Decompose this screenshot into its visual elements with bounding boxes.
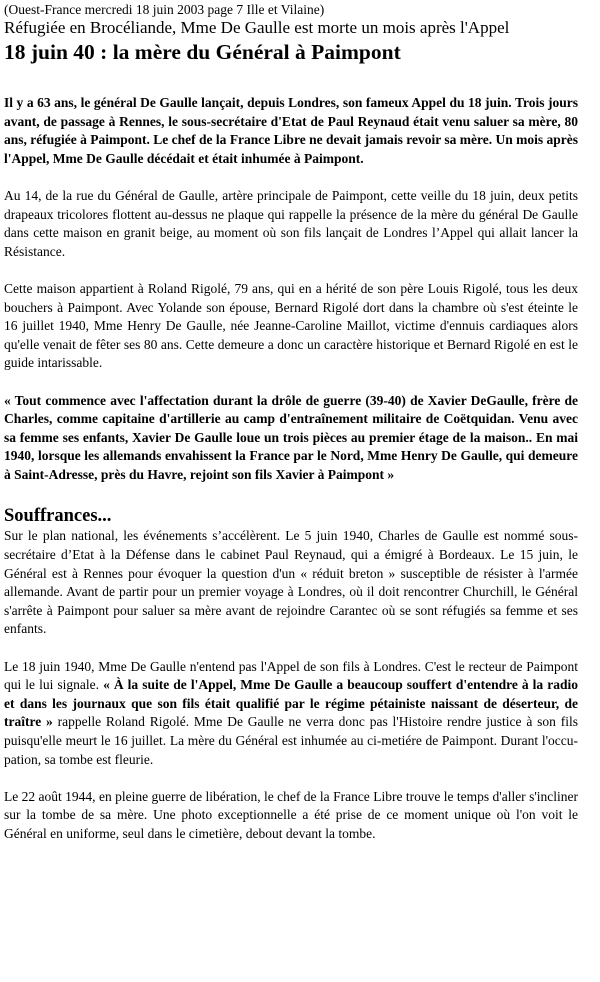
paragraph-national-events: Sur le plan national, les événements s’accélèrent. Le 5 juin 1940, Charles de Gaulle est nommé sous-secrétaire d’Etat à la Défense dans le cabinet Paul Reynaud, qui a émigré à Bordeaux. Le 15 juin, le Général est à Rennes pour évoquer la question d'un « réduit breton » susceptible de résister à l'armée allemande. Avant de partir pour un premier voyage à Londres, où il doit rencontrer Churchill, le Général s'arrête à Paimpont pour saluer sa mère avant de rejoindre Carantec où se sont réfugiés sa femme et ses enfants. — [4, 528, 578, 637]
paragraph-august-1944: Le 22 août 1944, en pleine guerre de libération, le chef de la France Libre trouve le temps d'aller s'incliner sur la tombe de sa mère. Une photo exceptionnelle a été prise de ce moment unique où l'on voit le Général en uniforme, seul dans le cimetière, debout devant la tombe. — [4, 788, 578, 841]
paragraph-house-owner: Cette maison appartient à Roland Rigolé, 79 ans, qui en a hérité de son père Louis Rigolé, tous les deux bouchers à Paimpont. Avec Yolande son épouse, Bernard Rigolé dort dans la chambre où s'est éteinte le 16 juillet 1940, Mme Henry De Gaulle, née Jeanne-Caroline Maillot, victime d'ennuis cardiaques alors qu'elle venait de fêter ses 80 ans. Cette demeure a donc un caractère historique et Bernard Rigolé en est le guide intarissable. — [4, 280, 578, 371]
subheading: Souffrances... — [4, 506, 112, 527]
quote-paragraph: « Tout commence avec l'affectation durant la drôle de guerre (39-40) de Xavier DeGaulle, frère de Charles, comme capitaine d'artillerie au camp d'entraînement militaire de Coëtquidan. Venu avec sa femme ses enfants, Xavier De Gaulle loue un trois pièces au premier étage de la maison.. En mai 1940, lorsque les allemands envahissent la France par le Nord, Mme Henry De Gaulle, qui demeure à Saint-Adresse, près du Havre, rejoint son fils Xavier à Paimpont » — [4, 392, 578, 482]
paragraph-june-18-quote: « À la suite de l'Appel, Mme De Gaulle a beaucoup souffert d'entendre à la radio et dans les journaux que son fils était qualifié par le régime pétainiste naissant de déserteur, de traître » — [4, 677, 578, 730]
article — [4, 0, 578, 844]
kicker: Réfugiée en Brocéliande, Mme De Gaulle est morte un mois après l'Appel — [4, 18, 510, 37]
source-line: (Ouest-France mercredi 18 juin 2003 page 7 Ille et Vilaine) — [4, 2, 325, 17]
paragraph-june-18-rest: rappelle Roland Rigolé. Mme De Gaulle ne verra donc pas l'Histoire rendre justice à son fils puisqu'elle meurt le 16 juillet. La mère du Général est inhumée au ci-metiére de Paimpont. Durant l'occu-pation, sa tombe est fleurie. — [4, 714, 578, 767]
lead-paragraph: Il y a 63 ans, le général De Gaulle lançait, depuis Londres, son fameux Appel du 18 juin. Trois jours avant, de passage à Rennes, le sous-secrétaire d'Etat de Paul Reynaud était venu saluer sa mère, 80 ans, réfugiée à Paimpont. Le chef de la France Libre ne devait jamais revoir sa mère. Un mois après l'Appel, Mme De Gaulle décédait et était inhumée à Paimpont. — [4, 95, 578, 166]
paragraph-june-18-intro: Le 18 juin 1940, Mme De Gaulle n'entend pas l'Appel de son fils à Londres. C'est le recteur de Paimpont qui le lui signale. — [4, 658, 578, 693]
paragraph-june-18 — [4, 658, 578, 770]
paragraph-house-location: Au 14, de la rue du Général de Gaulle, artère principale de Paimpont, cette veille du 18 juin, deux petits drapeaux tricolores flottent au-dessus ne plaque qui rappelle la présence de la mère du général De Gaulle dans cette maison en granit beige, au moment où son fils lançait de Londres l’Appel qui allait lancer la Résistance. — [4, 187, 578, 259]
headline: 18 juin 40 : la mère du Général à Paimpont — [4, 40, 401, 64]
